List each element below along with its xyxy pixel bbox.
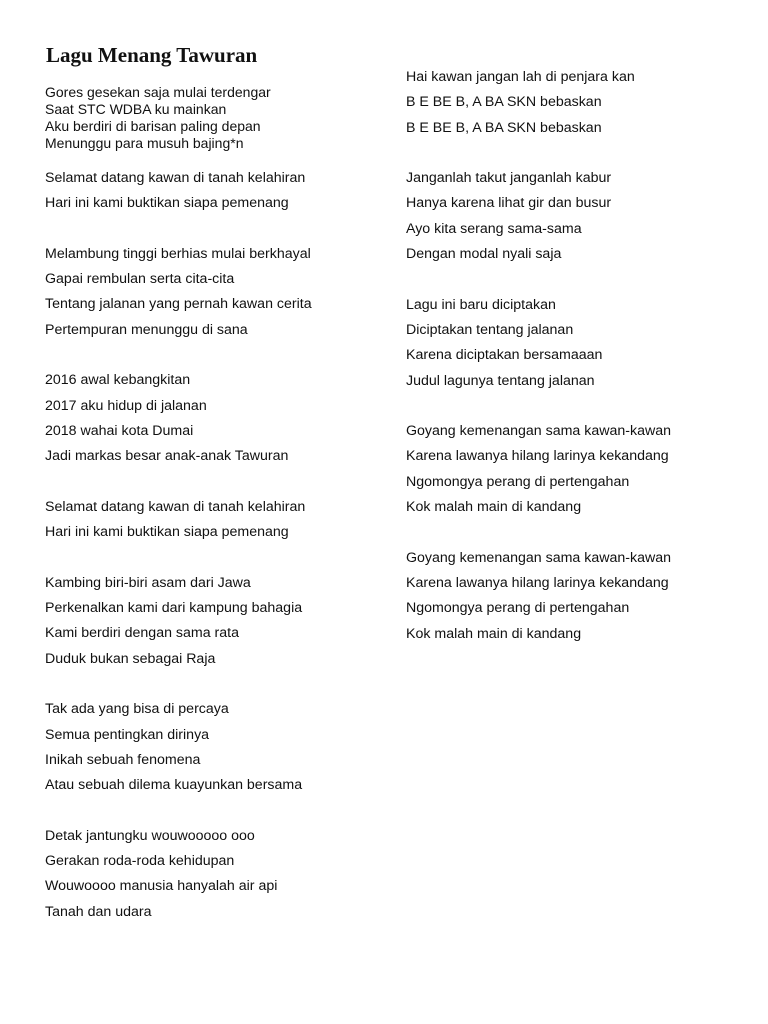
lyric-line: 2018 wahai kota Dumai (45, 422, 194, 439)
lyric-line: Gerakan roda-roda kehidupan (45, 853, 235, 870)
lyric-line: Diciptakan tentang jalanan (406, 321, 574, 338)
lyric-line: Janganlah takut janganlah kabur (406, 170, 612, 187)
lyric-line: Kok malah main di kandang (406, 499, 582, 516)
lyric-line: Hari ini kami buktikan siapa pemenang (45, 195, 289, 212)
lyric-line: Melambung tinggi berhias mulai berkhayal (45, 245, 311, 262)
lyric-line: Hanya karena lihat gir dan busur (406, 195, 612, 212)
lyric-line: Duduk bukan sebagai Raja (45, 650, 216, 667)
stanza (406, 293, 746, 394)
lyric-line: Detak jantungku wouwooooo ooo (45, 827, 255, 844)
lyric-line: Gapai rembulan serta cita-cita (45, 271, 235, 288)
stanza (406, 546, 746, 647)
lyric-line: Judul lagunya tentang jalanan (406, 372, 595, 389)
lyric-line: Atau sebuah dilema kuayunkan bersama (45, 777, 303, 794)
intro-line: Gores gesekan saja mulai terdengar (45, 84, 271, 100)
lyric-line: Goyang kemenangan sama kawan-kawan (406, 549, 671, 566)
lyric-line: Karena diciptakan bersamaaan (406, 347, 603, 364)
lyric-line: Ngomongya perang di pertengahan (406, 473, 630, 490)
lyric-line: Kambing biri-biri asam dari Jawa (45, 574, 251, 591)
lyric-line: Kami berdiri dengan sama rata (45, 625, 239, 642)
intro-line: Menunggu para musuh bajing*n (45, 135, 244, 151)
lyric-line: Wouwoooo manusia hanyalah air api (45, 878, 278, 895)
stanza (406, 65, 746, 141)
stanza (45, 697, 385, 798)
lyric-line: Perkenalkan kami dari kampung bahagia (45, 600, 303, 617)
lyric-line: Tanah dan udara (45, 903, 152, 920)
stanza (45, 242, 385, 343)
lyric-line: Kok malah main di kandang (406, 625, 582, 642)
lyric-line: Inikah sebuah fenomena (45, 751, 201, 768)
lyric-line: Hai kawan jangan lah di penjara kan (406, 69, 635, 85)
left-lyrics-column (45, 166, 385, 925)
stanza (45, 166, 385, 217)
lyric-line: Karena lawanya hilang larinya kekandang (406, 574, 669, 591)
stanza (406, 419, 746, 520)
lyric-line: Semua pentingkan dirinya (45, 726, 210, 743)
intro-line: Aku berdiri di barisan paling depan (45, 118, 261, 134)
stanza (45, 495, 385, 546)
lyric-line: Goyang kemenangan sama kawan-kawan (406, 423, 671, 440)
song-title: Lagu Menang Tawuran (46, 43, 258, 67)
lyric-line: Selamat datang kawan di tanah kelahiran (45, 498, 306, 515)
lyric-line: B E BE B, A BA SKN bebaskan (406, 119, 602, 136)
lyric-line: Dengan modal nyali saja (406, 246, 562, 263)
lyric-line: Selamat datang kawan di tanah kelahiran (45, 170, 306, 186)
right-lyrics-column (406, 65, 746, 647)
intro-line: Saat STC WDBA ku mainkan (45, 101, 227, 117)
lyric-line: Lagu ini baru diciptakan (406, 296, 556, 313)
lyric-line: Ngomongya perang di pertengahan (406, 600, 630, 617)
stanza (45, 571, 385, 672)
lyric-line: Tentang jalanan yang pernah kawan cerita (45, 296, 312, 313)
lyric-line: 2016 awal kebangkitan (45, 372, 191, 389)
stanza (45, 824, 385, 925)
lyric-line: Tak ada yang bisa di percaya (45, 701, 229, 718)
stanza (406, 166, 746, 267)
lyric-line: Ayo kita serang sama-sama (406, 220, 582, 237)
lyric-line: Karena lawanya hilang larinya kekandang (406, 448, 669, 465)
lyric-line: Hari ini kami buktikan siapa pemenang (45, 524, 289, 541)
lyric-line: B E BE B, A BA SKN bebaskan (406, 94, 602, 111)
lyric-line: 2017 aku hidup di jalanan (45, 397, 207, 414)
intro-stanza (45, 84, 365, 152)
lyric-line: Pertempuran menunggu di sana (45, 321, 248, 338)
stanza (45, 368, 385, 469)
lyric-line: Jadi markas besar anak-anak Tawuran (45, 448, 289, 465)
